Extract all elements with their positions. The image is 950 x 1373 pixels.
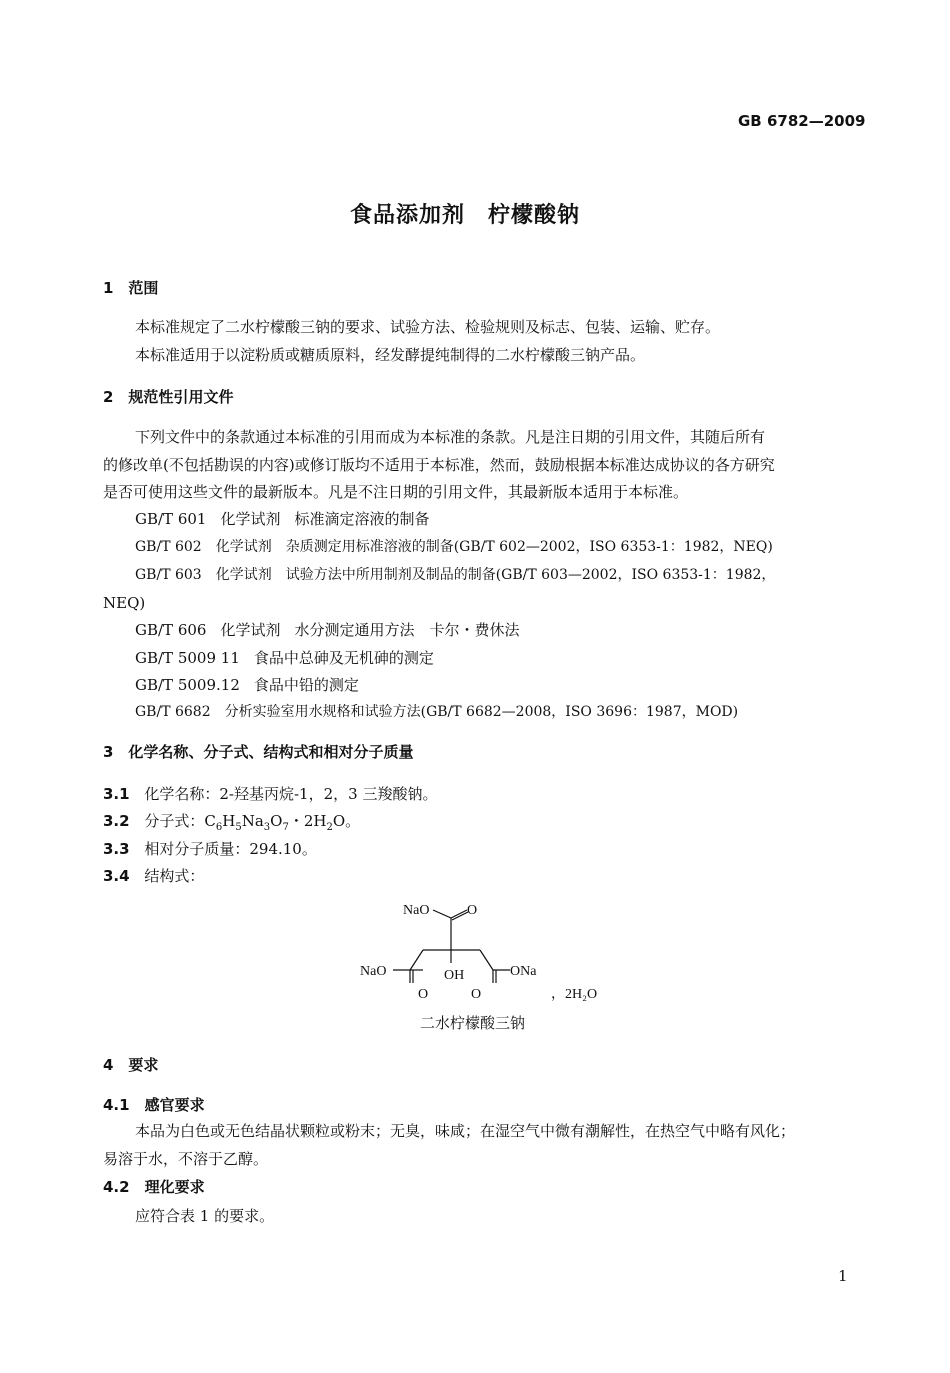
section-2-intro-line-2: 的修改单(不包括勘误的内容)或修订版均不适用于本标准，然而，鼓励根据本标准达成协议的各方研究	[103, 456, 775, 474]
reference-code: GB/T 5009.12	[135, 676, 240, 694]
reference-code: GB/T 603	[135, 567, 202, 583]
clause-3-3	[103, 840, 317, 859]
reference-title: 分析实验室用水规格和试验方法(GB/T 6682—2008，ISO 3696：1987，MOD)	[224, 704, 739, 720]
section-2-heading: 2 规范性引用文件	[103, 388, 234, 406]
reference-category: 化学试剂	[215, 539, 272, 555]
clause-3-4	[103, 867, 204, 886]
section-1-heading: 1 范围	[103, 279, 159, 297]
sodium-oxide-label-top: NaO	[403, 903, 430, 918]
clause-text: 化学名称：2-羟基丙烷-1，2，3 三羧酸钠。	[144, 785, 438, 803]
clause-number: 3.4	[103, 867, 130, 885]
section-4-2-heading: 4.2 理化要求	[103, 1178, 205, 1196]
reference-item	[135, 676, 359, 695]
reference-code: GB/T 602	[135, 539, 202, 555]
section-4-1-heading: 4.1 感官要求	[103, 1096, 205, 1114]
structural-formula	[355, 895, 615, 1007]
section-4-1-text-line-1: 本品为白色或无色结晶状颗粒或粉末；无臭，味咸；在湿空气中微有潮解性，在热空气中略有风化；	[135, 1122, 796, 1140]
reference-item	[135, 510, 430, 529]
section-4-heading: 4 要求	[103, 1056, 159, 1074]
section-4-1-text-line-2: 易溶于水，不溶于乙醇。	[103, 1150, 269, 1168]
oxygen-label-left: O	[418, 987, 429, 1002]
clause-number: 3.1	[103, 785, 130, 803]
sodium-oxide-label-left: NaO	[360, 964, 387, 979]
section-2-intro-line-3: 是否可使用这些文件的最新版本。凡是不注日期的引用文件，其最新版本适用于本标准。	[103, 483, 689, 501]
oxygen-label-top: O	[467, 903, 478, 918]
reference-item	[135, 566, 775, 585]
clause-text: 结构式：	[144, 867, 205, 885]
reference-title: 水分测定通用方法 卡尔・费休法	[294, 621, 520, 639]
section-4-2-text: 应符合表 1 的要求。	[135, 1207, 275, 1225]
reference-title: 标准滴定溶液的制备	[294, 510, 430, 528]
water-of-hydration-label: ，2H₂O	[551, 987, 598, 1002]
reference-code: GB/T 601	[135, 510, 207, 528]
document-number: GB 6782—2009	[738, 112, 866, 130]
oxygen-label-right: O	[471, 987, 482, 1002]
reference-title: 食品中总砷及无机砷的测定	[253, 649, 434, 667]
reference-title: 食品中铅的测定	[253, 676, 359, 694]
clause-3-2	[103, 812, 360, 837]
structure-caption: 二水柠檬酸三钠	[420, 1014, 526, 1032]
reference-category: 化学试剂	[220, 510, 281, 528]
reference-title: 试验方法中所用制剂及制品的制备(GB/T 603—2002，ISO 6353-1：1982，	[285, 567, 776, 583]
document-title: 食品添加剂 柠檬酸钠	[350, 203, 581, 228]
section-2-intro-line-1: 下列文件中的条款通过本标准的引用而成为本标准的条款。凡是注日期的引用文件，其随后所有	[135, 428, 766, 446]
reference-code: GB/T 6682	[135, 704, 211, 720]
clause-number: 3.3	[103, 840, 130, 858]
clause-number: 3.2	[103, 812, 130, 830]
reference-code: GB/T 5009 11	[135, 649, 240, 667]
reference-item	[135, 649, 434, 668]
reference-code: GB/T 606	[135, 621, 207, 639]
reference-title: 杂质测定用标准溶液的制备(GB/T 602—2002，ISO 6353-1：1982，NEQ)	[285, 539, 773, 555]
section-3-heading: 3 化学名称、分子式、结构式和相对分子质量	[103, 743, 414, 761]
section-1-paragraph-1: 本标准规定了二水柠檬酸三钠的要求、试验方法、检验规则及标志、包装、运输、贮存。	[135, 318, 721, 336]
section-1-paragraph-2: 本标准适用于以淀粉质或糖质原料，经发酵提纯制得的二水柠檬酸三钠产品。	[135, 346, 646, 364]
molecular-formula: $C_6H_5Na_3O_7$・$2H_2O$。	[204, 812, 361, 833]
reference-item	[135, 621, 520, 640]
reference-item	[135, 538, 773, 557]
reference-category: 化学试剂	[220, 621, 281, 639]
clause-3-1	[103, 785, 437, 804]
clause-text: 分子式：	[144, 812, 205, 830]
clause-text: 相对分子质量：294.10。	[144, 840, 317, 858]
hydroxyl-label: OH	[444, 968, 465, 983]
reference-category: 化学试剂	[215, 567, 272, 583]
page-number: 1	[838, 1267, 848, 1285]
sodium-oxide-label-right: ONa	[510, 964, 537, 979]
reference-continuation: NEQ)	[103, 594, 146, 612]
reference-item	[135, 703, 738, 722]
